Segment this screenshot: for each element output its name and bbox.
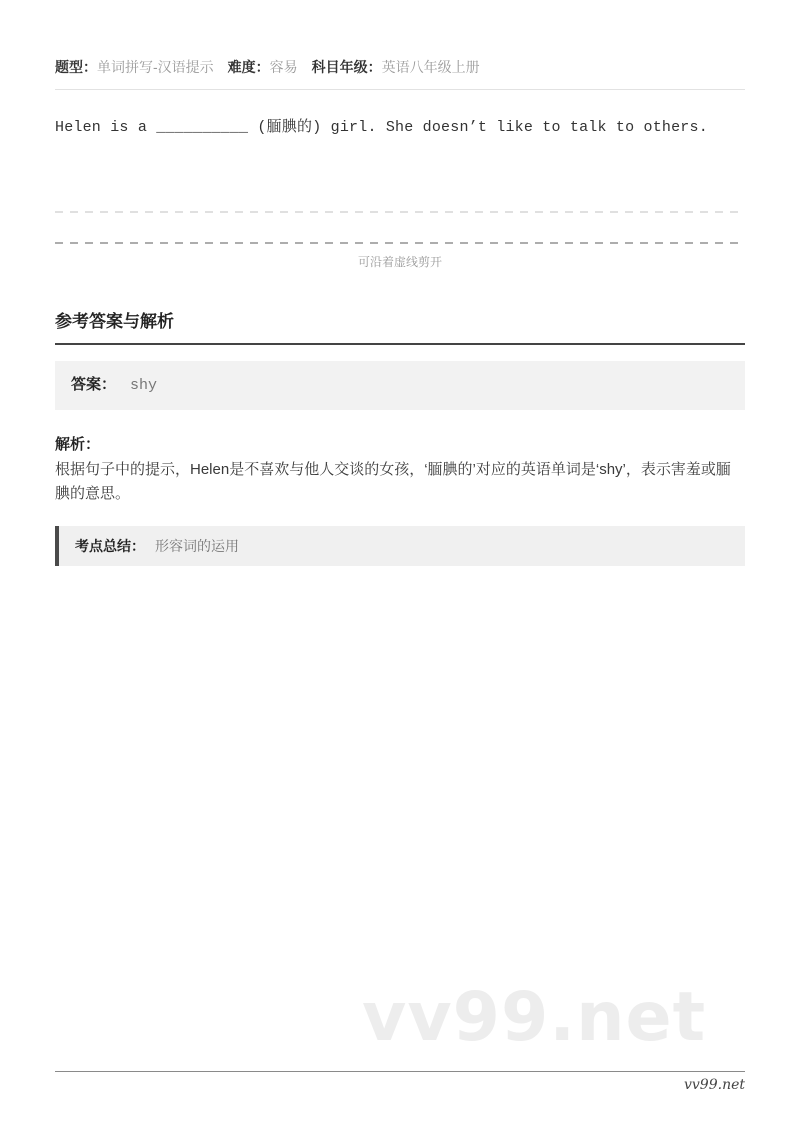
meta-grade-label: 科目年级： [311, 59, 382, 75]
cut-dash-line-dark [55, 242, 745, 244]
keypoint-value: 形容词的运用 [155, 538, 239, 554]
cut-dash-line-light [55, 211, 745, 213]
analysis-label: 解析： [55, 436, 101, 453]
question-meta-row [55, 57, 745, 77]
footer-site-name: vv99.net [683, 1077, 745, 1093]
answer-section-title: 参考答案与解析 [55, 307, 745, 345]
page-content [0, 57, 800, 566]
meta-difficulty-value: 容易 [269, 59, 298, 75]
cut-hint-text: 可沿着虚线剪开 [357, 255, 442, 269]
watermark-text: vv99.net [362, 978, 707, 1057]
footer-divider [55, 1071, 745, 1072]
analysis-text: 根据句子中的提示，Helen是不喜欢与他人交谈的女孩，‘腼腆的’对应的英语单词是‘shy’，表示害羞或腼腆的意思。 [55, 461, 731, 502]
meta-grade-value: 英语八年级上册 [381, 59, 480, 75]
answer-label: 答案： [71, 376, 117, 393]
answer-value: shy [130, 377, 158, 394]
meta-difficulty-label: 难度： [227, 59, 270, 75]
answer-box [55, 361, 745, 410]
keypoint-box [55, 526, 745, 566]
question-text: Helen is a __________ (腼腆的) girl. She doesn’t like to talk to others. [55, 119, 708, 136]
meta-type-value: 单词拼写-汉语提示 [97, 59, 214, 75]
keypoint-label: 考点总结： [75, 538, 145, 554]
header-divider [55, 89, 745, 90]
meta-type-label: 题型： [55, 59, 97, 75]
